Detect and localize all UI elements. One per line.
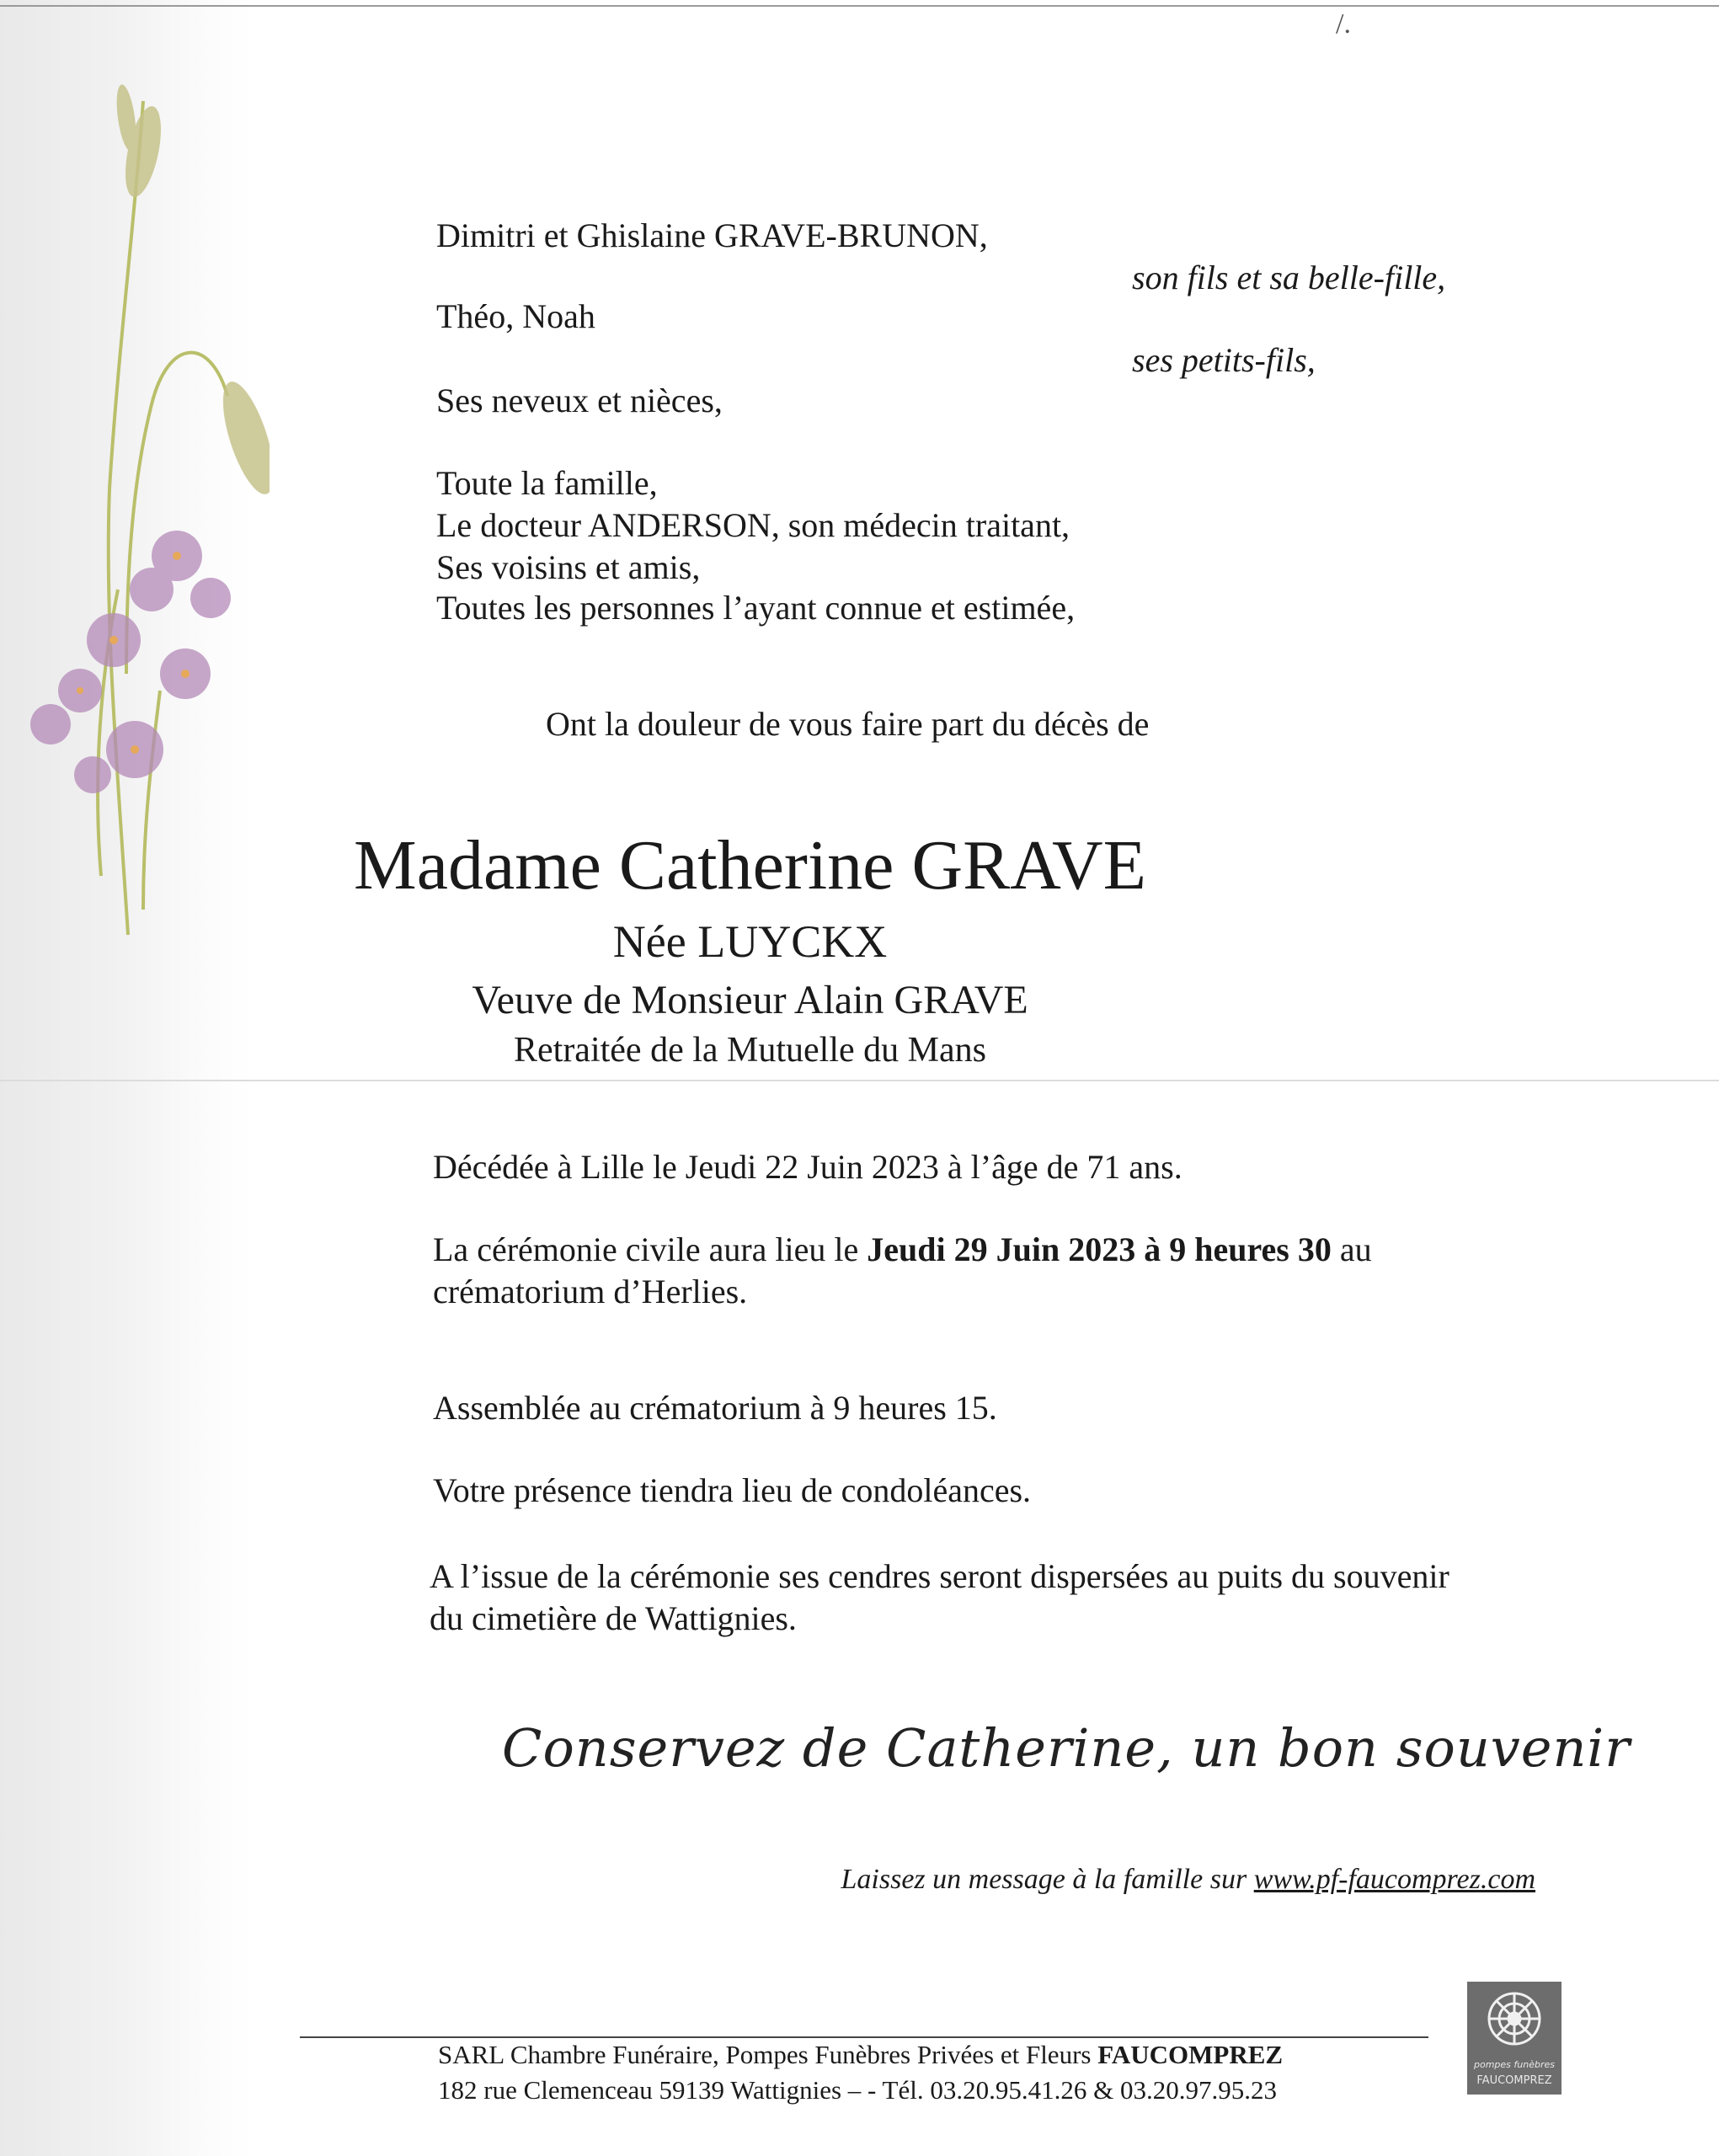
corner-pencil-mark: /. [1336,8,1351,40]
family-role-son: son fils et sa belle-fille, [1132,259,1446,296]
paper-fold-line [0,1080,1719,1081]
ceremony-text: La cérémonie civile aura lieu le [433,1230,868,1268]
family-line-grandsons: Théo, Noah [436,297,595,335]
website-link[interactable]: www.pf-faucomprez.com [1253,1864,1535,1895]
top-border-line [0,5,1719,7]
company-logo [1467,1982,1562,2095]
message-text: Laissez un message à la famille sur [841,1864,1254,1895]
logo-rosette-icon [1467,1982,1562,2057]
announcement-text: Ont la douleur de vous faire part du décès de [546,705,1150,743]
ceremony-text-end: au [1331,1230,1372,1268]
closing-script: Conservez de Catherine, un bon souvenir [502,1717,1631,1779]
family-group-line: Ses voisins et amis, [436,548,701,586]
widow-of: Veuve de Monsieur Alain GRAVE [472,978,1028,1022]
family-group-line: Le docteur ANDERSON, son médecin traitant, [436,506,1070,544]
ashes-details: A l’issue de la cérémonie ses cendres seront dispersées au puits du souvenir [430,1557,1449,1595]
footer-company-text: SARL Chambre Funéraire, Pompes Funèbres Privées et Fleurs [438,2040,1098,2069]
footer-address: 182 rue Clemenceau 59139 Wattignies – - Tél. 03.20.95.41.26 & 03.20.97.95.23 [438,2075,1277,2105]
occupation: Retraitée de la Mutuelle du Mans [514,1031,986,1070]
logo-tagline: pompes funèbres [1474,2059,1555,2070]
footer-rule [300,2036,1428,2038]
ashes-location: du cimetière de Wattignies. [430,1599,797,1637]
death-details: Décédée à Lille le Jeudi 22 Juin 2023 à l’âge de 71 ans. [433,1148,1182,1186]
footer-company-name: FAUCOMPREZ [1097,2040,1284,2069]
condolences-note: Votre présence tiendra lieu de condoléances. [433,1471,1032,1509]
family-group-line: Toute la famille, [436,464,658,502]
footer-company [438,2040,1314,2070]
maiden-name: Née LUYCKX [612,916,888,967]
ceremony-datetime: Jeudi 29 Juin 2023 à 9 heures 30 [867,1230,1332,1268]
ceremony-location: crématorium d’Herlies. [433,1273,748,1310]
online-message [841,1863,1536,1897]
flower-illustration [17,84,270,943]
logo-brand: FAUCOMPREZ [1476,2074,1552,2087]
family-role-grandsons: ses petits-fils, [1132,341,1316,379]
family-line-son: Dimitri et Ghislaine GRAVE-BRUNON, [436,216,988,254]
family-group-line: Toutes les personnes l’ayant connue et estimée, [436,589,1076,627]
assembly-details: Assemblée au crématorium à 9 heures 15. [433,1389,997,1427]
family-line-nephews: Ses neveux et nièces, [436,382,723,419]
deceased-name: Madame Catherine GRAVE [354,826,1146,905]
ceremony-details [433,1230,1372,1270]
